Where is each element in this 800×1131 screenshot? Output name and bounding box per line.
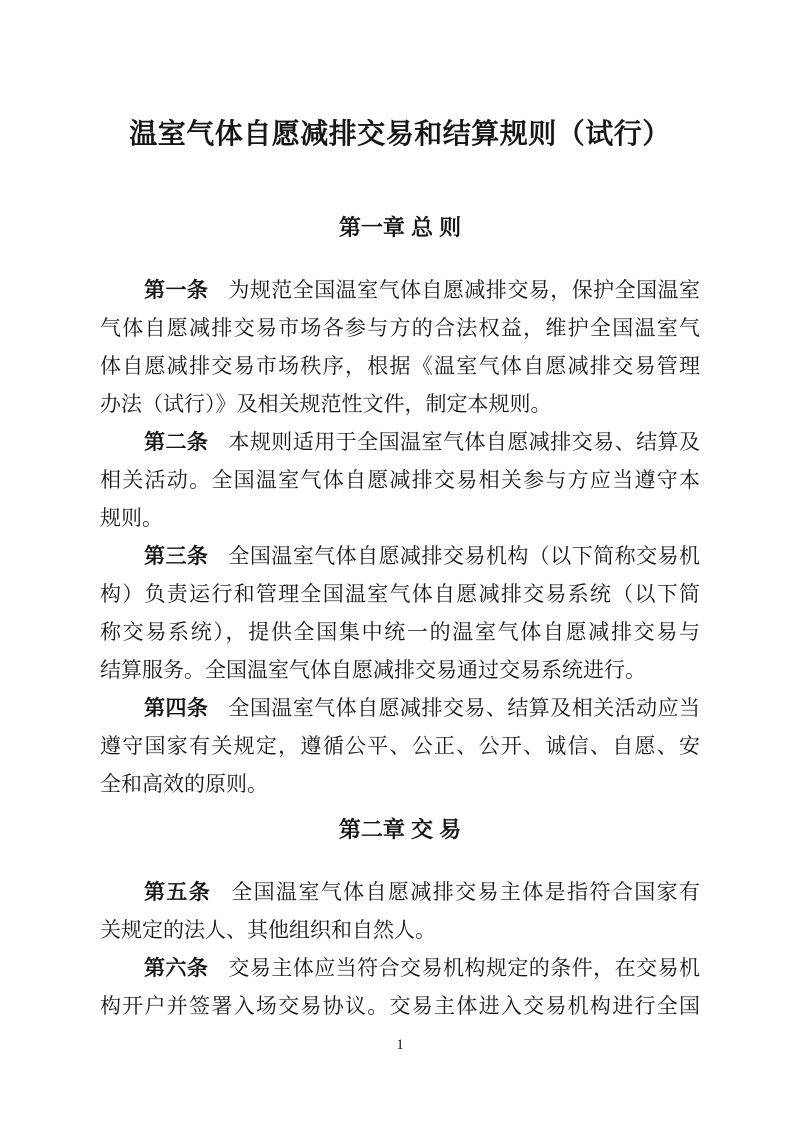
article-line: 遵守国家有关规定，遵循公平、公正、公开、诚信、自愿、安 [100, 734, 700, 758]
article-line: 结算服务。全国温室气体自愿减排交易通过交易系统进行。 [100, 658, 646, 682]
article-paragraph [100, 537, 700, 689]
article-line [100, 537, 700, 575]
article-line: 构开户并签署入场交易协议。交易主体进入交易机构进行全国 [100, 994, 700, 1018]
article-line-text: 本规则适用于全国温室气体自愿减排交易、结算及 [228, 430, 700, 454]
article-line: 关规定的法人、其他组织和自然人。 [100, 918, 436, 942]
article-number-label: 第六条 [144, 957, 209, 980]
article-line-text: 全国温室气体自愿减排交易机构（以下简称交易机 [228, 544, 700, 568]
article-line: 称交易系统），提供全国集中统一的温室气体自愿减排交易与 [100, 620, 700, 644]
article-line: 办法（试行）》及相关规范性文件，制定本规则。 [100, 392, 552, 416]
article-paragraph [100, 873, 700, 949]
article-line [100, 423, 700, 461]
article-number-label: 第三条 [144, 545, 209, 568]
article-paragraph [100, 689, 700, 803]
article-line [100, 271, 700, 309]
article-number-label: 第五条 [144, 881, 212, 904]
article-line: 气体自愿减排交易市场各参与方的合法权益，维护全国温室气 [100, 316, 700, 340]
article-paragraph [100, 271, 700, 423]
article-line-text: 全国温室气体自愿减排交易、结算及相关活动应当 [228, 696, 700, 720]
article-line [100, 949, 700, 987]
chapter-heading: 第二章 交 易 [338, 817, 462, 842]
document-title: 温室气体自愿减排交易和结算规则（试行） [129, 119, 671, 150]
article-line: 相关活动。全国温室气体自愿减排交易相关参与方应当遵守本 [100, 468, 700, 492]
article-line-text: 为规范全国温室气体自愿减排交易，保护全国温室 [228, 278, 700, 302]
article-paragraph [100, 423, 700, 537]
article-number-label: 第四条 [144, 697, 209, 720]
article-line-text: 交易主体应当符合交易机构规定的条件，在交易机 [228, 956, 700, 980]
chapter-heading: 第一章 总 则 [338, 215, 462, 240]
article-line [100, 873, 700, 911]
page-number: 1 [396, 1037, 404, 1053]
article-paragraph [100, 949, 700, 1025]
article-line-text: 全国温室气体自愿减排交易主体是指符合国家有 [231, 880, 701, 904]
article-line [100, 689, 700, 727]
article-line: 构）负责运行和管理全国温室气体自愿减排交易系统（以下简 [100, 582, 700, 606]
article-line: 全和高效的原则。 [100, 772, 268, 796]
article-line: 规则。 [100, 506, 163, 530]
article-line: 体自愿减排交易市场秩序，根据《温室气体自愿减排交易管理 [100, 354, 700, 378]
article-number-label: 第一条 [144, 279, 209, 302]
article-number-label: 第二条 [144, 431, 209, 454]
document-body [100, 213, 700, 1025]
